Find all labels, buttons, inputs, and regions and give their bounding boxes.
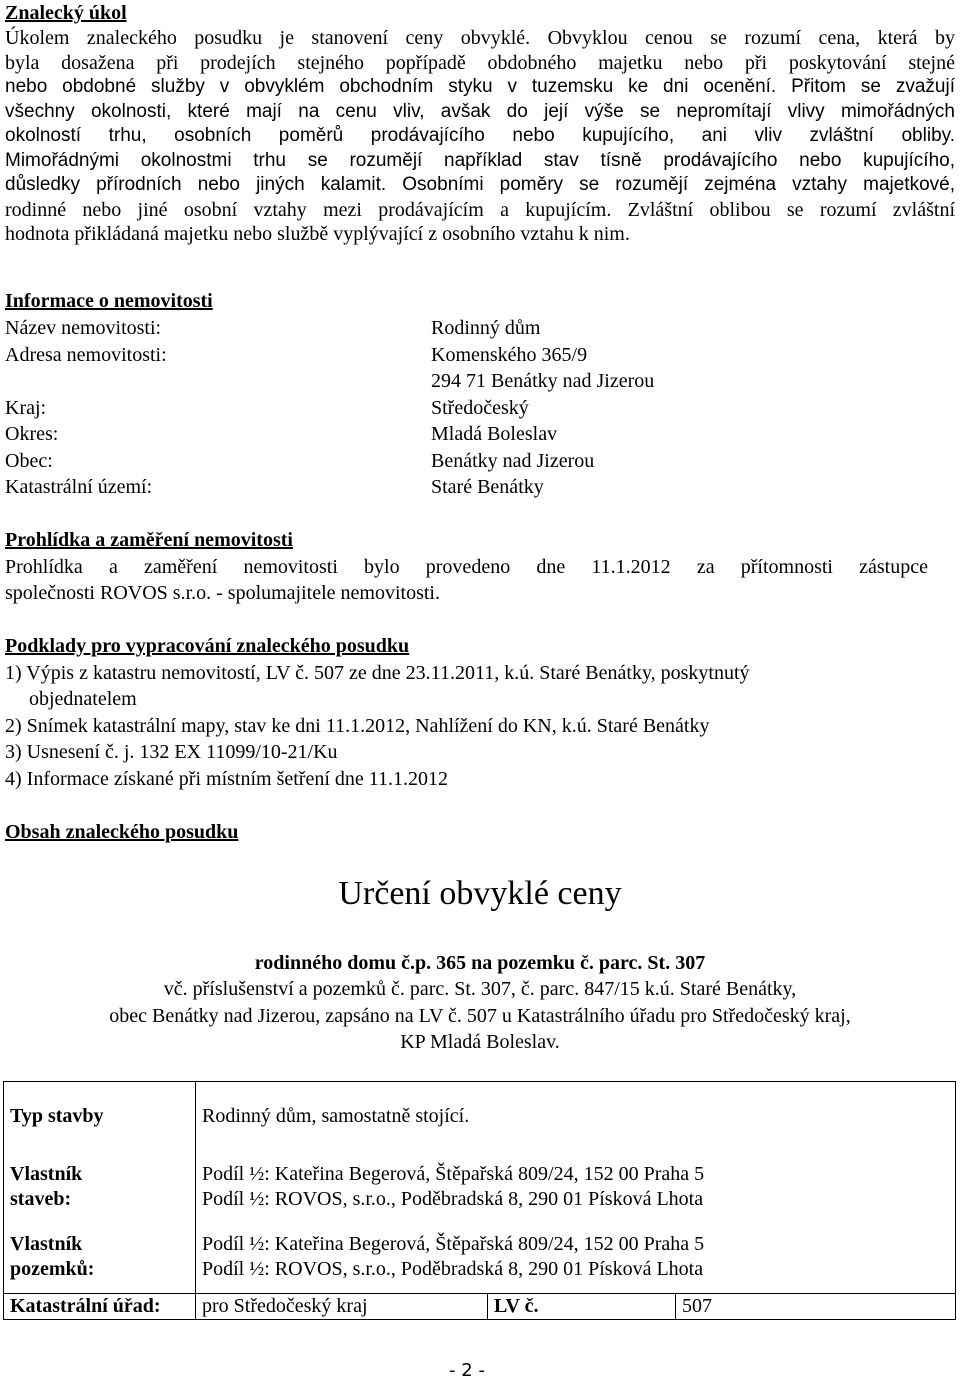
podklady-item-continuation: objednatelem [29, 688, 137, 710]
ukol-line: všechny okolnosti, které mají na cenu vliv, avšak do její výše se nepromítají vlivy mimořádných [5, 100, 955, 122]
info-label: Název nemovitosti: [5, 317, 162, 339]
section-heading-ukol: Znalecký úkol [5, 2, 127, 24]
info-row [0, 448, 960, 475]
info-value: Benátky nad Jizerou [431, 450, 595, 472]
info-row [0, 368, 960, 395]
table-row [4, 1224, 956, 1294]
info-label: Adresa nemovitosti: [5, 344, 167, 366]
podklady-item: 3) Usnesení č. j. 132 EX 11099/10-21/Ku [5, 741, 338, 763]
ukol-line: hodnota přikládaná majetku nebo službě vyplývající z osobního vztahu k nim. [5, 223, 630, 245]
owner-line: Podíl ½: Kateřina Begerová, Štěpařská 809/24, 152 00 Praha 5 [202, 1232, 705, 1255]
info-value: Rodinný dům [431, 317, 541, 339]
ukol-paragraph [5, 26, 955, 247]
section-heading-prohlidka: Prohlídka a zaměření nemovitosti [5, 529, 293, 551]
info-label: Obec: [5, 450, 53, 472]
document-description: obec Benátky nad Jizerou, zapsáno na LV č. 507 u Katastrálního úřadu pro Středočeský kraj, [109, 1005, 851, 1027]
table-cell-value [196, 1154, 956, 1224]
podklady-item: 1) Výpis z katastru nemovitostí, LV č. 507 ze dne 23.11.2011, k.ú. Staré Benátky, poskytnutý [5, 662, 750, 684]
info-value: Středočeský [431, 397, 529, 419]
ukol-line: důsledky přírodních nebo jiných kalamit. Osobními poměry se rozumějí zejména vztahy majetkové, [5, 174, 955, 195]
ukol-line: nebo obdobné služby v obvyklém obchodním styku v tuzemsku ke dni ocenění. Přitom se zvažují [5, 76, 955, 97]
table-label-line: pozemků: [10, 1257, 95, 1280]
info-label: Kraj: [5, 397, 47, 419]
table-row [4, 1294, 956, 1320]
document-subtitle: rodinného domu č.p. 365 na pozemku č. parc. St. 307 [254, 952, 706, 974]
table-cell-value [196, 1224, 956, 1294]
document-description: vč. příslušenství a pozemků č. parc. St. 307, č. parc. 847/15 k.ú. Staré Benátky, [163, 978, 797, 1000]
ukol-line: byla dosažena při prodejích stejného popřípadě obdobného majetku nebo při poskytování stejné [5, 51, 955, 74]
owner-line: Podíl ½: ROVOS, s.r.o., Poděbradská 8, 290 01 Písková Lhota [202, 1257, 704, 1280]
table-label-line: Vlastník [10, 1162, 83, 1185]
document-title: Určení obvyklé ceny [338, 875, 622, 912]
ukol-line: Úkolem znaleckého posudku je stanovení ceny obvyklé. Obvyklou cenou se rozumí cena, která by [5, 27, 955, 49]
info-value: 294 71 Benátky nad Jizerou [431, 370, 655, 392]
table-cell-label: Katastrální úřad: [4, 1294, 196, 1320]
prohlidka-line: Prohlídka a zaměření nemovitosti bylo provedeno dne 11.1.2012 za přítomnosti zástupce [5, 556, 928, 578]
owner-line: Podíl ½: Kateřina Begerová, Štěpařská 809/24, 152 00 Praha 5 [202, 1162, 705, 1185]
info-value: Komenského 365/9 [431, 344, 588, 366]
info-value: Mladá Boleslav [431, 423, 558, 445]
section-heading-obsah: Obsah znaleckého posudku [5, 821, 239, 843]
info-value: Staré Benátky [431, 476, 544, 498]
table-label-line: staveb: [10, 1187, 72, 1210]
table-cell-label [4, 1154, 196, 1224]
owner-line: Podíl ½: ROVOS, s.r.o., Poděbradská 8, 290 01 Písková Lhota [202, 1187, 704, 1210]
info-label: Okres: [5, 423, 59, 445]
table-cell-label: Typ stavby [4, 1082, 196, 1154]
table-label-line: Vlastník [10, 1232, 83, 1255]
property-table [3, 1081, 956, 1320]
ukol-line: rodinné nebo jiné osobní vztahy mezi prodávajícím a kupujícím. Zvláštní oblibou se rozumí zvláštní [5, 198, 955, 221]
ukol-line: Mimořádnými okolnostmi trhu se rozumějí například stav tísně prodávajícího nebo kupujícího, [5, 149, 955, 171]
podklady-item: 4) Informace získané při místním šetření dne 11.1.2012 [5, 768, 449, 790]
table-row [4, 1154, 956, 1224]
info-row [0, 474, 960, 501]
table-cell-value: pro Středočeský kraj [196, 1294, 488, 1320]
info-row [0, 421, 960, 448]
table-cell-value: Rodinný dům, samostatně stojící. [196, 1082, 956, 1154]
table-cell-label [4, 1224, 196, 1294]
info-row [0, 342, 960, 369]
prohlidka-line: společnosti ROVOS s.r.o. - spolumajitele nemovitosti. [5, 582, 440, 604]
podklady-item: 2) Snímek katastrální mapy, stav ke dni 11.1.2012, Nahlížení do KN, k.ú. Staré Benátky [5, 715, 710, 737]
table-row [4, 1082, 956, 1154]
table-cell-value: 507 [676, 1294, 956, 1320]
section-heading-informace: Informace o nemovitosti [5, 290, 213, 312]
ukol-line: okolností trhu, osobních poměrů prodávajícího nebo kupujícího, ani vliv zvláštní obliby. [5, 125, 955, 146]
section-heading-podklady: Podklady pro vypracování znaleckého posudku [5, 635, 410, 657]
info-label: Katastrální území: [5, 476, 153, 498]
info-row [0, 315, 960, 342]
document-description: KP Mladá Boleslav. [400, 1031, 560, 1053]
table-cell-label: LV č. [488, 1294, 676, 1320]
page-number: - 2 - [449, 1360, 485, 1381]
info-row [0, 395, 960, 422]
